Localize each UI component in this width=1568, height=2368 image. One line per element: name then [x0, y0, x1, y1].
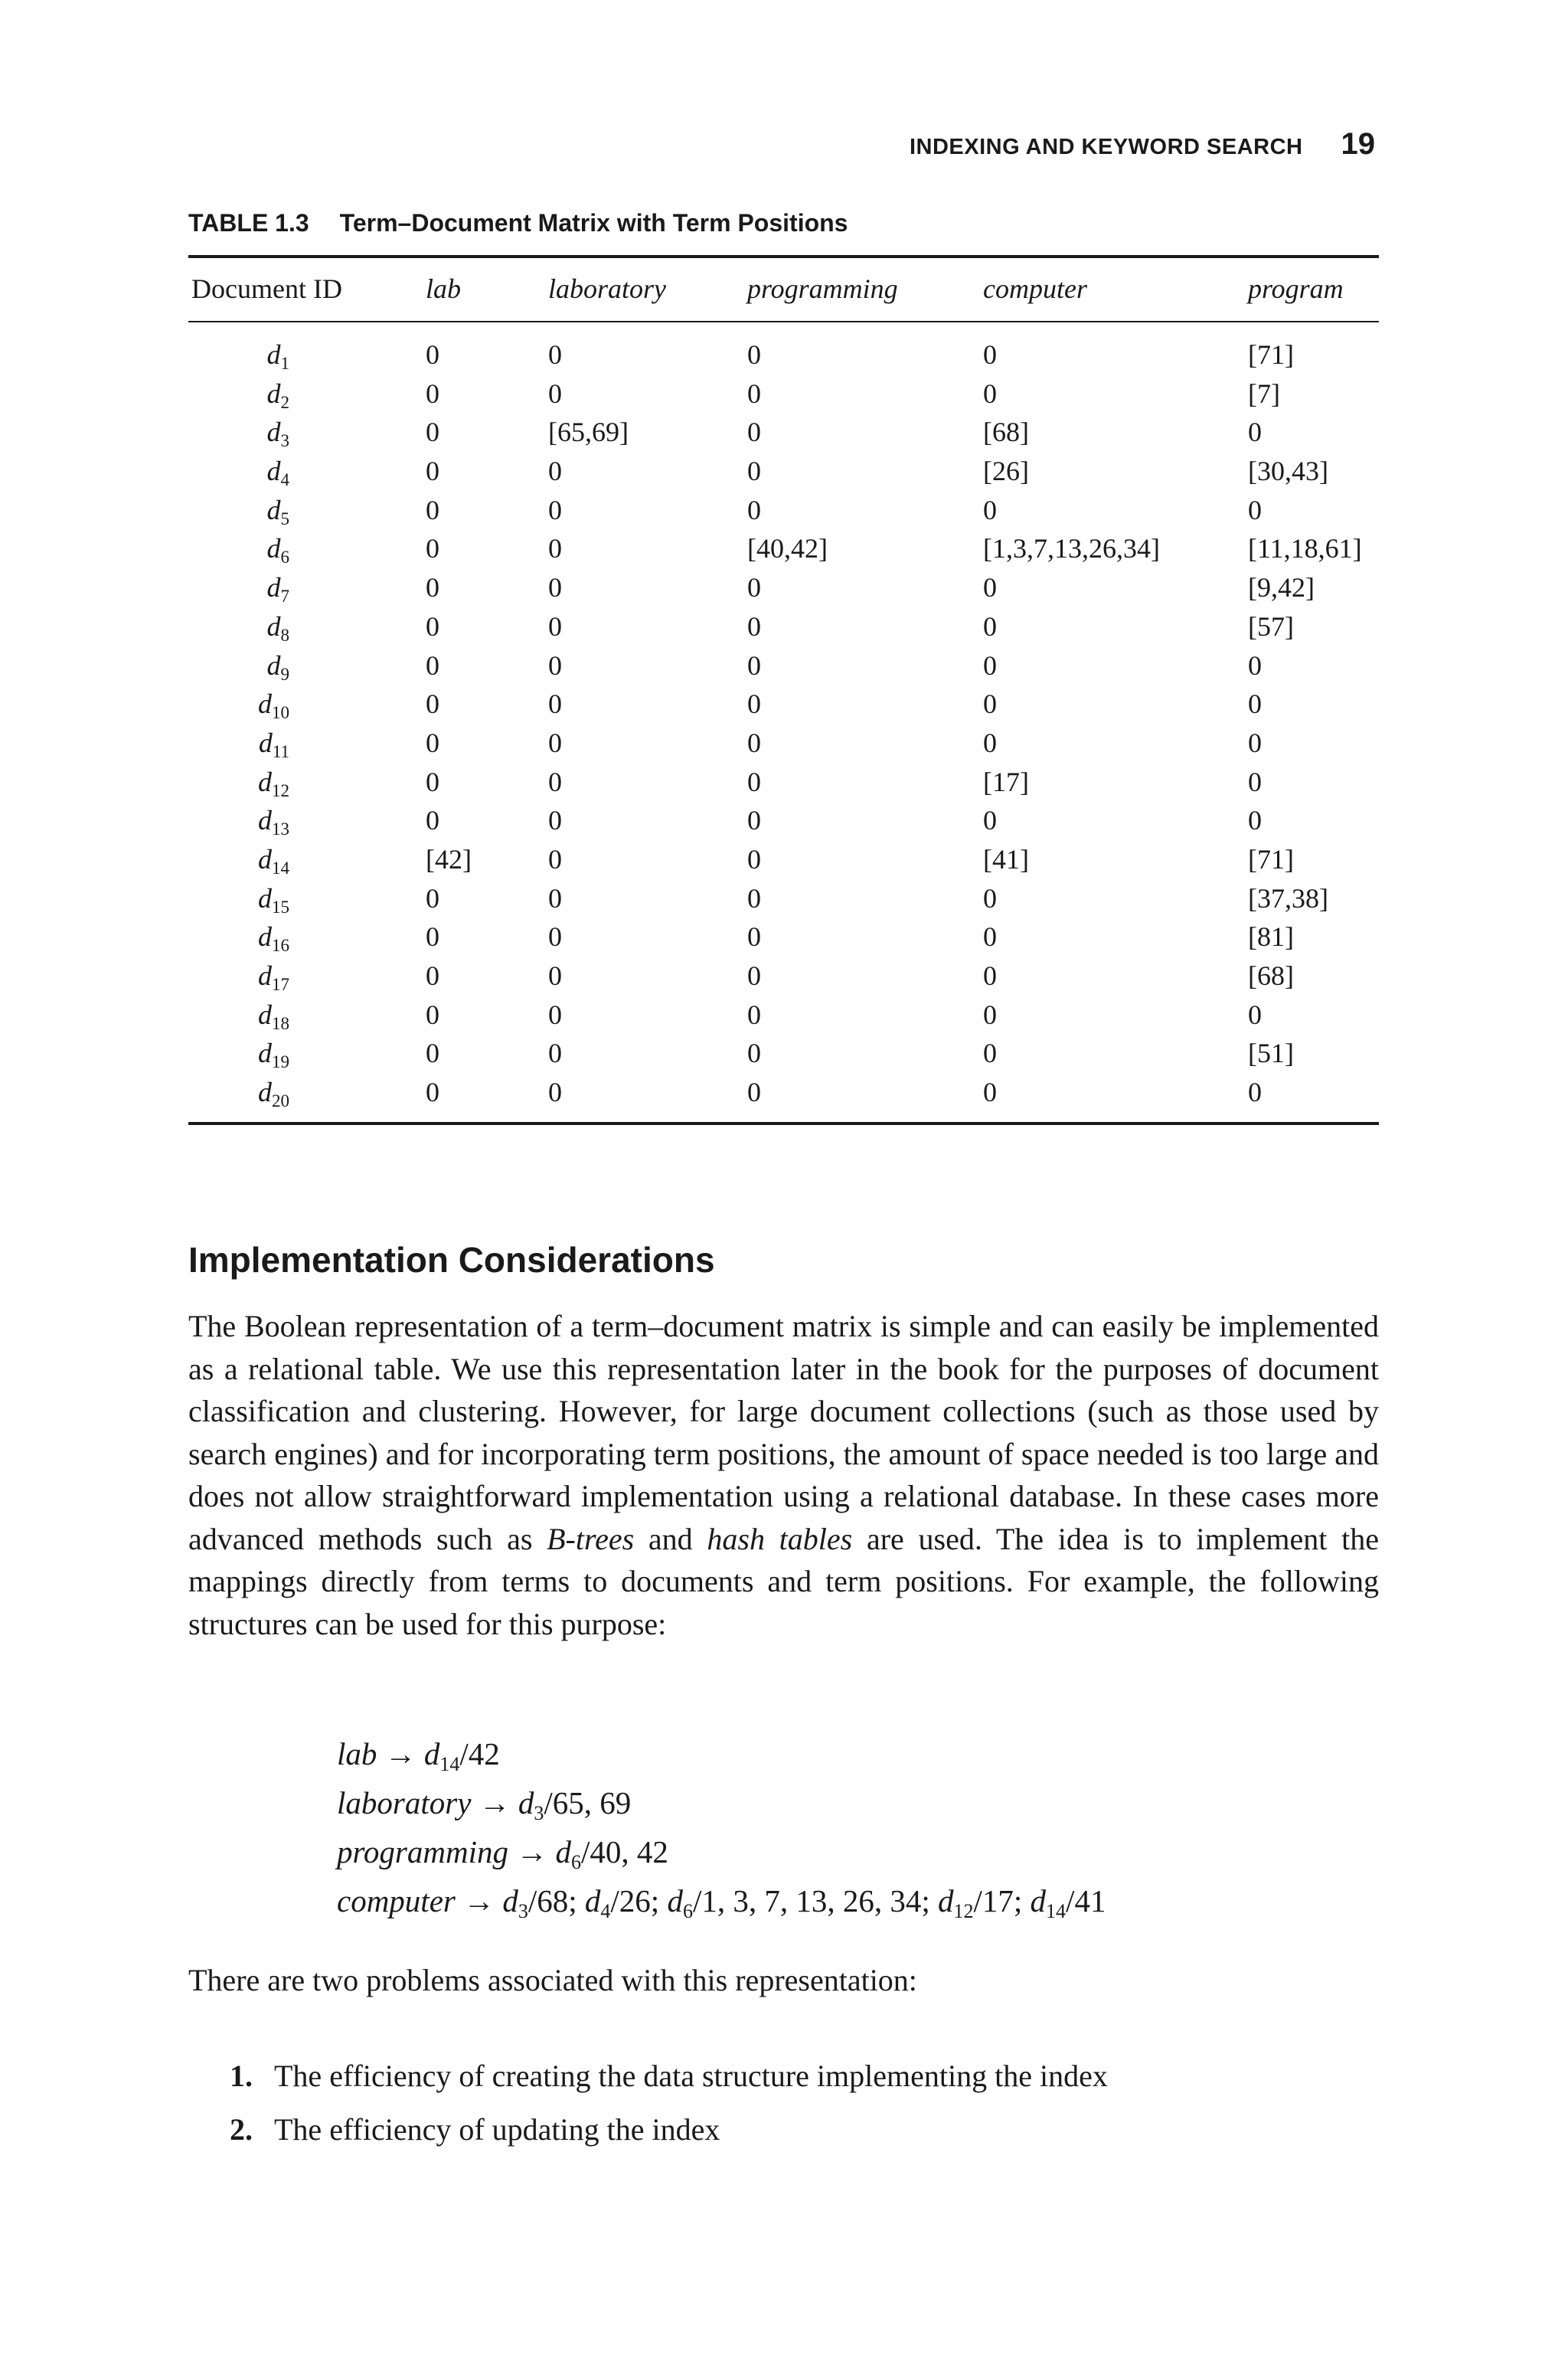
- doc-id: $d_{18}$: [258, 999, 289, 1033]
- table-caption-number: TABLE 1.3: [188, 209, 309, 237]
- list-text: The efficiency of creating the data structure implementing the index: [274, 2059, 1108, 2093]
- cell-lab: 0: [426, 766, 439, 797]
- cell-program: [68]: [1248, 960, 1294, 991]
- table-row: [0, 804, 1568, 843]
- list-item: [230, 2103, 1108, 2157]
- cell-computer: 0: [983, 882, 997, 914]
- cell-computer: 0: [983, 727, 997, 758]
- table-row: [0, 1037, 1568, 1076]
- doc-id: $d_{10}$: [258, 688, 289, 723]
- doc-id: $d_3$: [266, 417, 289, 451]
- cell-program: [9,42]: [1248, 572, 1315, 603]
- paragraph-emphasis: hash tables: [707, 1521, 853, 1556]
- doc-id: $d_{12}$: [258, 766, 289, 800]
- cell-program: 0: [1248, 805, 1262, 836]
- mapping-line: laboratory → $d_3/65$, 69: [337, 1785, 632, 1824]
- mapping-line: computer → $d_3/68$; $d_4/26$; $d_6/1$, 3, 7, 13, 26, 34; $d_{12}/17$; $d_{14}/41$: [337, 1883, 1106, 1922]
- cell-program: 0: [1248, 417, 1262, 448]
- cell-laboratory: 0: [548, 572, 562, 603]
- cell-programming: 0: [747, 378, 761, 409]
- mapping-line: lab → $d_{14}/42$: [337, 1736, 500, 1775]
- doc-id: $d_{14}$: [258, 843, 289, 878]
- section-heading: Implementation Considerations: [188, 1240, 715, 1280]
- cell-laboratory: [65,69]: [548, 417, 629, 448]
- doc-id: $d_9$: [266, 649, 289, 684]
- running-head-title: INDEXING AND KEYWORD SEARCH: [909, 135, 1303, 159]
- cell-laboratory: 0: [548, 805, 562, 836]
- table-row: [0, 649, 1568, 688]
- cell-programming: 0: [747, 921, 761, 953]
- cell-programming: 0: [747, 610, 761, 642]
- table-row: [0, 416, 1568, 455]
- header-computer: computer: [983, 273, 1087, 304]
- cell-computer: 0: [983, 960, 997, 991]
- cell-computer: 0: [983, 1038, 997, 1069]
- cell-lab: 0: [426, 649, 439, 681]
- cell-programming: 0: [747, 805, 761, 836]
- cell-lab: [42]: [426, 843, 472, 875]
- doc-id: $d_5$: [266, 494, 289, 528]
- cell-programming: [40,42]: [747, 533, 828, 564]
- cell-laboratory: 0: [548, 843, 562, 875]
- table-row: [0, 532, 1568, 571]
- header-laboratory: laboratory: [548, 273, 667, 304]
- table-row: [0, 610, 1568, 649]
- cell-program: [71]: [1248, 843, 1294, 875]
- mapping-examples: [337, 1729, 1106, 1925]
- cell-program: 0: [1248, 1077, 1262, 1108]
- cell-program: [7]: [1248, 378, 1280, 409]
- cell-laboratory: 0: [548, 494, 562, 525]
- cell-program: [57]: [1248, 610, 1294, 642]
- cell-computer: 0: [983, 1077, 997, 1108]
- table-header-rule: [188, 321, 1379, 322]
- cell-lab: 0: [426, 610, 439, 642]
- table-bottom-rule: [188, 1122, 1379, 1125]
- table-row: [0, 339, 1568, 378]
- paragraph-emphasis: B-trees: [547, 1521, 635, 1556]
- table-header-row: [0, 273, 1568, 308]
- cell-program: 0: [1248, 999, 1262, 1030]
- cell-lab: 0: [426, 688, 439, 720]
- cell-lab: 0: [426, 1038, 439, 1069]
- cell-program: [11,18,61]: [1248, 533, 1362, 564]
- cell-lab: 0: [426, 999, 439, 1030]
- cell-laboratory: 0: [548, 378, 562, 409]
- doc-id: $d_{20}$: [258, 1077, 289, 1111]
- cell-lab: 0: [426, 572, 439, 603]
- cell-program: 0: [1248, 727, 1262, 758]
- cell-program: [71]: [1248, 339, 1294, 370]
- cell-lab: 0: [426, 1077, 439, 1108]
- cell-lab: 0: [426, 417, 439, 448]
- cell-programming: 0: [747, 494, 761, 525]
- cell-lab: 0: [426, 727, 439, 758]
- cell-computer: 0: [983, 688, 997, 720]
- table-row: [0, 960, 1568, 999]
- cell-computer: [68]: [983, 417, 1029, 448]
- cell-laboratory: 0: [548, 339, 562, 370]
- cell-programming: 0: [747, 649, 761, 681]
- table-caption-title: Term–Document Matrix with Term Positions: [339, 209, 848, 237]
- cell-programming: 0: [747, 456, 761, 487]
- doc-id: $d_{17}$: [258, 960, 289, 994]
- cell-lab: 0: [426, 960, 439, 991]
- header-program: program: [1248, 273, 1344, 304]
- cell-programming: 0: [747, 727, 761, 758]
- cell-programming: 0: [747, 1038, 761, 1069]
- cell-programming: 0: [747, 417, 761, 448]
- running-head: [910, 127, 1375, 162]
- cell-computer: [41]: [983, 843, 1029, 875]
- doc-id: $d_6$: [266, 533, 289, 567]
- table-row: [0, 921, 1568, 960]
- cell-laboratory: 0: [548, 649, 562, 681]
- cell-laboratory: 0: [548, 921, 562, 953]
- table-row: [0, 999, 1568, 1038]
- cell-lab: 0: [426, 882, 439, 914]
- cell-laboratory: 0: [548, 1077, 562, 1108]
- doc-id: $d_4$: [266, 456, 289, 490]
- table-row: [0, 378, 1568, 417]
- mapping-line: programming → $d_6/40$, 42: [337, 1834, 668, 1873]
- table-row: [0, 571, 1568, 610]
- list-number: 1.: [230, 2059, 253, 2093]
- cell-laboratory: 0: [548, 999, 562, 1030]
- doc-id: $d_{11}$: [258, 727, 289, 761]
- cell-lab: 0: [426, 533, 439, 564]
- header-programming: programming: [747, 273, 898, 304]
- doc-id: $d_2$: [266, 378, 289, 412]
- cell-programming: 0: [747, 843, 761, 875]
- cell-programming: 0: [747, 960, 761, 991]
- doc-id: $d_{19}$: [258, 1038, 289, 1072]
- cell-lab: 0: [426, 805, 439, 836]
- cell-programming: 0: [747, 688, 761, 720]
- header-lab: lab: [426, 273, 462, 304]
- table-row: [0, 494, 1568, 533]
- cell-lab: 0: [426, 339, 439, 370]
- cell-programming: 0: [747, 572, 761, 603]
- cell-laboratory: 0: [548, 456, 562, 487]
- cell-lab: 0: [426, 456, 439, 487]
- cell-computer: 0: [983, 921, 997, 953]
- list-number: 2.: [230, 2112, 253, 2147]
- cell-program: 0: [1248, 649, 1262, 681]
- cell-programming: 0: [747, 766, 761, 797]
- cell-programming: 0: [747, 999, 761, 1030]
- table-row: [0, 688, 1568, 727]
- cell-laboratory: 0: [548, 766, 562, 797]
- doc-id: $d_{16}$: [258, 921, 289, 956]
- cell-program: [51]: [1248, 1038, 1294, 1069]
- table-row: [0, 727, 1568, 766]
- cell-computer: [1,3,7,13,26,34]: [983, 533, 1160, 564]
- doc-id: $d_8$: [266, 610, 289, 645]
- cell-lab: 0: [426, 494, 439, 525]
- cell-laboratory: 0: [548, 882, 562, 914]
- cell-program: 0: [1248, 688, 1262, 720]
- cell-programming: 0: [747, 1077, 761, 1108]
- body-paragraph: [188, 1305, 1379, 1645]
- problems-list: [230, 2049, 1108, 2157]
- doc-id: $d_1$: [266, 339, 289, 373]
- table-row: [0, 455, 1568, 494]
- cell-laboratory: 0: [548, 1038, 562, 1069]
- table-caption: [188, 209, 848, 237]
- paragraph-text: The Boolean representation of a term–document matrix is simple and can easily be implemented as a relational table. We use this representation later in the book for the purposes of document classification and clustering. However, for large document collections (such as those used by search engines) and for incorporating term positions, the amount of space needed is too large and does not allow straightforward implementation using a relational database. In these cases more advanced methods such as: [188, 1309, 1379, 1556]
- cell-program: [81]: [1248, 921, 1294, 953]
- list-text: The efficiency of updating the index: [274, 2112, 720, 2147]
- cell-programming: 0: [747, 339, 761, 370]
- cell-lab: 0: [426, 378, 439, 409]
- cell-computer: 0: [983, 572, 997, 603]
- header-document-id: Document ID: [191, 273, 342, 304]
- cell-program: 0: [1248, 766, 1262, 797]
- cell-computer: 0: [983, 999, 997, 1030]
- table-row: [0, 766, 1568, 805]
- cell-computer: 0: [983, 610, 997, 642]
- cell-computer: [17]: [983, 766, 1029, 797]
- doc-id: $d_7$: [266, 572, 289, 607]
- cell-laboratory: 0: [548, 960, 562, 991]
- cell-program: [30,43]: [1248, 456, 1328, 487]
- list-item: [230, 2049, 1108, 2103]
- table-body: [0, 339, 1568, 1115]
- table-row: [0, 1076, 1568, 1115]
- cell-laboratory: 0: [548, 688, 562, 720]
- cell-computer: 0: [983, 649, 997, 681]
- doc-id: $d_{13}$: [258, 805, 289, 839]
- table-top-rule: [188, 255, 1379, 258]
- cell-programming: 0: [747, 882, 761, 914]
- cell-computer: 0: [983, 494, 997, 525]
- cell-computer: 0: [983, 805, 997, 836]
- paragraph-text: are used. The idea is to implement the mappings directly from terms to documents and term positions. For example, the following structures can be used for this purpose:: [188, 1521, 1380, 1641]
- doc-id: $d_{15}$: [258, 882, 289, 917]
- cell-laboratory: 0: [548, 727, 562, 758]
- cell-laboratory: 0: [548, 610, 562, 642]
- table-row: [0, 843, 1568, 882]
- cell-laboratory: 0: [548, 533, 562, 564]
- table-row: [0, 882, 1568, 921]
- cell-computer: [26]: [983, 456, 1029, 487]
- page-number: 19: [1341, 127, 1375, 161]
- cell-program: [37,38]: [1248, 882, 1328, 914]
- cell-computer: 0: [983, 339, 997, 370]
- problems-intro: There are two problems associated with this representation:: [188, 1963, 917, 1997]
- paragraph-text: and: [634, 1521, 707, 1556]
- cell-program: 0: [1248, 494, 1262, 525]
- cell-lab: 0: [426, 921, 439, 953]
- cell-computer: 0: [983, 378, 997, 409]
